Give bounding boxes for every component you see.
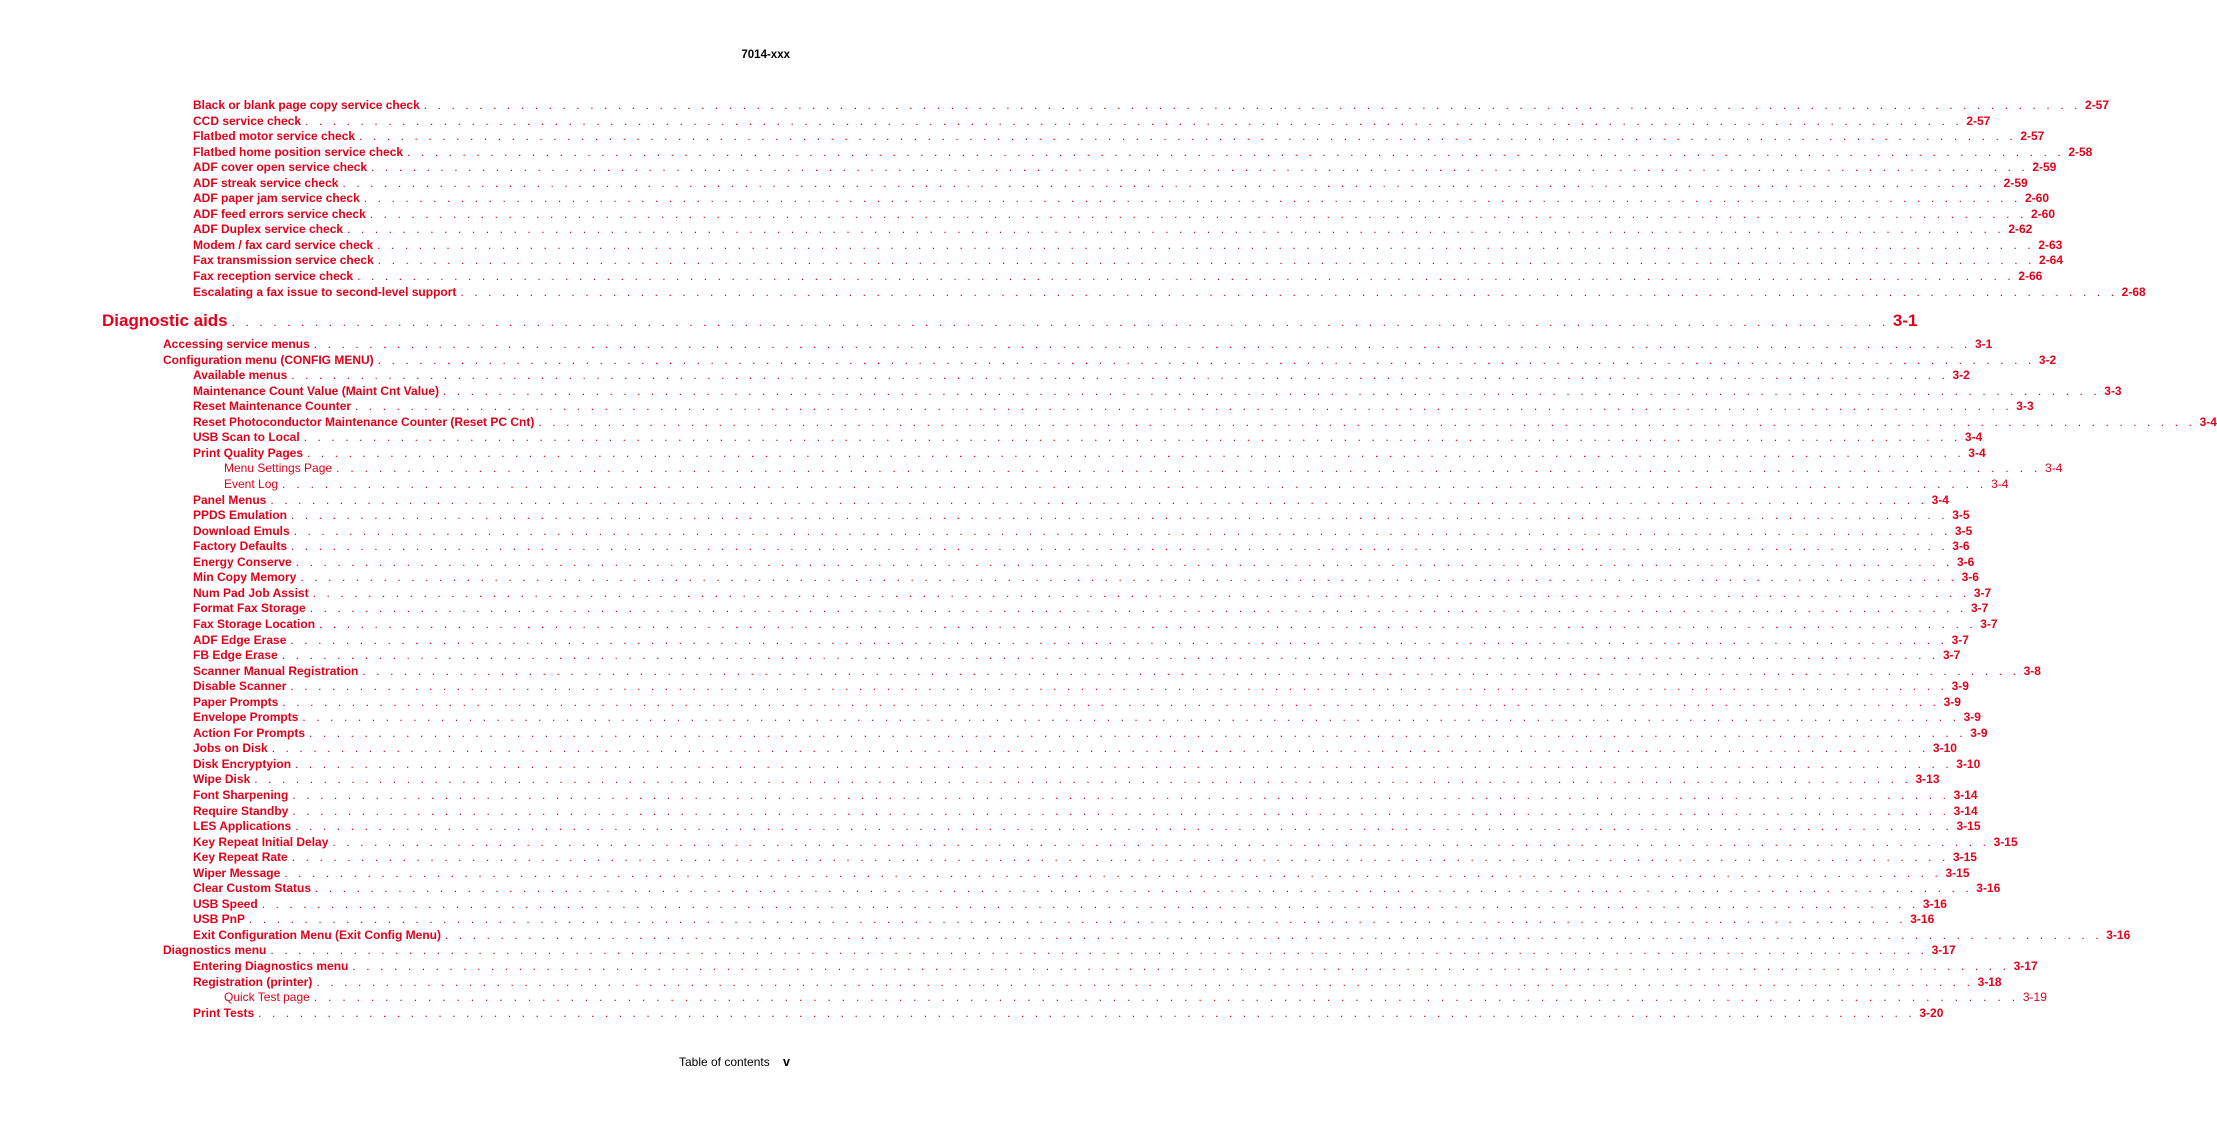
toc-entry-title: Clear Custom Status <box>193 881 312 896</box>
dot-leader: . . . . . . . . . . . . . . . . . . . . . . . . . . . . . . . . . . . . . . . . . . . . . . . . . . . . . . . . . . . . . . . . . . . . . . . . . . . . . . . . . . . . . . . . . . . . . . . . . . . . . . . . . . . . . . . . . . . . . . . . <box>355 399 2013 414</box>
toc-entry-title: USB Speed <box>193 896 258 911</box>
footer-page-number: v <box>783 1055 790 1069</box>
toc-entry[interactable] <box>0 222 2033 238</box>
toc-entry-title: Event Log <box>224 477 279 492</box>
dot-leader: . . . . . . . . . . . . . . . . . . . . . . . . . . . . . . . . . . . . . . . . . . . . . . . . . . . . . . . . . . . . . . . . . . . . . . . . . . . . . . . . . . . . . . . . . . . . . . . . . . . . . . . . . . . . . . . . . . . . . . . . <box>307 445 1965 460</box>
toc-entry[interactable] <box>0 461 2063 477</box>
toc-entry-page: 3-6 <box>1961 570 1979 585</box>
toc-entry-page: 3-16 <box>1922 896 1947 911</box>
toc-entry-page: 2-62 <box>2008 222 2033 237</box>
dot-leader: . . . . . . . . . . . . . . . . . . . . . . . . . . . . . . . . . . . . . . . . . . . . . . . . . . . . . . . . . . . . . . . . . . . . . . . . . . . . . . . . . . . . . . . . . . . . . . . . . . . . . . . . . . . . . . . . . . . . . . . . <box>293 523 1951 538</box>
toc-entry-title: Reset Maintenance Counter <box>193 399 352 414</box>
toc-entry[interactable] <box>0 850 1977 866</box>
toc-entry-page: 3-15 <box>1993 834 2018 849</box>
dot-leader: . . . . . . . . . . . . . . . . . . . . . . . . . . . . . . . . . . . . . . . . . . . . . . . . . . . . . . . . . . . . . . . . . . . . . . . . . . . . . . . . . . . . . . . . . . . . . . . . . . . . . . . . . . . . . . . . . . . . . . . . <box>295 819 1953 834</box>
toc-entry[interactable] <box>0 1005 1944 1022</box>
toc-entry-title: Download Emuls <box>193 523 290 538</box>
dot-leader: . . . . . . . . . . . . . . . . . . . . . . . . . . . . . . . . . . . . . . . . . . . . . . . . . . . . . . . . . . . . . . . . . . . . . . . . . . . . . . . . . . . . . . . . . . . . . . . . . . . . . . . . . . . . . . . . . . . . . . . . <box>281 648 1939 663</box>
toc-entry-page: 2-66 <box>2018 269 2043 284</box>
toc-entry-title: Escalating a fax issue to second-level support <box>193 284 457 299</box>
dot-leader: . . . . . . . . . . . . . . . . . . . . . . . . . . . . . . . . . . . . . . . . . . . . . . . . . . . . . . . . . . . . . . . . . . . . . . . . . . . . . . . . . . . . . . . . . . . . . . . . . . . . . . . . . . . . . . . . . . . . . . . . <box>282 694 1940 709</box>
toc-entry-title: CCD service check <box>193 113 302 128</box>
dot-leader: . . . . . . . . . . . . . . . . . . . . . . . . . . . . . . . . . . . . . . . . . . . . . . . . . . . . . . . . . . . . . . . . . . . . . . . . . . . . . . . . . . . . . . . . . . . . . . . . . . . . . . . . . . . . . . . . . . . . . . . . <box>444 927 2103 942</box>
dot-leader: . . . . . . . . . . . . . . . . . . . . . . . . . . . . . . . . . . . . . . . . . . . . . . . . . . . . . . . . . . . . . . . . . . . . . . . . . . . . . . . . . . . . . . . . . . . . . . . . . . . . . . . . . . . . . . . . . . . . . . . . <box>290 679 1948 694</box>
toc-entry-title: Fax reception service check <box>193 269 354 284</box>
toc-entry[interactable] <box>0 570 1979 586</box>
toc-entry-title: ADF feed errors service check <box>193 206 366 221</box>
dot-leader: . . . . . . . . . . . . . . . . . . . . . . . . . . . . . . . . . . . . . . . . . . . . . . . . . . . . . . . . . . . . . . . . . . . . . . . . . . . . . . . . . . . . . . . . . . . . . . . . . . . . . . . . . . . . . . . . . . . . . . . . <box>312 585 1970 600</box>
dot-leader: . . . . . . . . . . . . . . . . . . . . . . . . . . . . . . . . . . . . . . . . . . . . . . . . . . . . . . . . . . . . . . . . . . . . . . . . . . . . . . . . . . . . . . . . . . . . . . . . . . . . . . . . . . . . . . . . . . . . . . . . <box>377 237 2035 252</box>
toc-entry[interactable] <box>0 663 2041 680</box>
toc-entry-page: 2-57 <box>2020 129 2045 144</box>
toc-entry-page: 3-5 <box>1952 508 1970 523</box>
dot-leader: . . . . . . . . . . . . . . . . . . . . . . . . . . . . . . . . . . . . . . . . . . . . . . . . . . . . . . . . . . . . . . . . . . . . . . . . . . . . . . . . . . . . . . . . . . . . . . . . . . . . . . . . . . . . . . . . . . . . . . . . <box>270 492 1928 507</box>
toc-entry-page: 3-2 <box>2038 352 2057 367</box>
toc-entry[interactable] <box>0 383 2122 400</box>
toc-entry[interactable] <box>0 974 2002 991</box>
page-footer <box>560 1055 790 1069</box>
toc-entry[interactable] <box>0 98 2110 114</box>
toc-entry-page: 3-3 <box>2016 399 2034 414</box>
toc-entry[interactable] <box>0 865 1970 882</box>
toc-entry-page: 3-19 <box>2022 990 2047 1005</box>
toc-entry[interactable] <box>0 958 2038 975</box>
dot-leader: . . . . . . . . . . . . . . . . . . . . . . . . . . . . . . . . . . . . . . . . . . . . . . . . . . . . . . . . . . . . . . . . . . . . . . . . . . . . . . . . . . . . . . . . . . . . . . . . . . . . . . . . . . . . . . . . . . . . . . . . <box>282 477 1988 492</box>
dot-leader: . . . . . . . . . . . . . . . . . . . . . . . . . . . . . . . . . . . . . . . . . . . . . . . . . . . . . . . . . . . . . . . . . . . . . . . . . . . . . . . . . . . . . . . . . . . . . . . . . . . . . . . . . . . . . . . . . . . . . . . . <box>342 175 2000 190</box>
toc-entry-title: Key Repeat Initial Delay <box>193 834 329 849</box>
dot-leader: . . . . . . . . . . . . . . . . . . . . . . . . . . . . . . . . . . . . . . . . . . . . . . . . . . . . . . . . . . . . . . . . . . . . . . . . . . . . . . . . . . . . . . . . . . . . . . . . . . . . . . . . . . . . . . . . . . . . . . . . <box>292 787 1950 802</box>
dot-leader: . . . . . . . . . . . . . . . . . . . . . . . . . . . . . . . . . . . . . . . . . . . . . . . . . . . . . . . . . . . . . . . . . . . . . . . . . . . . . . . . . . . . . . . . . . . . . . . . . . . . . . . . . . . . . . . . . . . . . . . . <box>261 896 1919 911</box>
toc-entry-title: Num Pad Job Assist <box>193 585 309 600</box>
toc-entry-page: 3-16 <box>1976 881 2001 896</box>
toc-entry[interactable] <box>0 253 2064 269</box>
dot-leader: . . . . . . . . . . . . . . . . . . . . . . . . . . . . . . . . . . . . . . . . . . . . . . . . . . . . . . . . . . . . . . . . . . . . . . . . . . . . . . . . . . . . . . . . . . . . . . . . . . . . . . . . . . . . . . . . . . . . . . . . <box>357 269 2015 284</box>
toc-entry-page: 2-57 <box>2085 98 2110 112</box>
toc-entry-page: 2-59 <box>2003 175 2028 190</box>
toc-entry[interactable] <box>0 990 2047 1006</box>
toc-entry-page: 2-63 <box>2038 237 2063 252</box>
dot-leader: . . . . . . . . . . . . . . . . . . . . . . . . . . . . . . . . . . . . . . . . . . . . . . . . . . . . . . . . . . . . . . . . . . . . . . . . . . . . . . . . . . . . . . . . . . . . . . . . . . . . . . . . . . . . . . . . . . . . . . . . <box>352 958 2010 973</box>
toc-entry-title: Scanner Manual Registration <box>193 663 359 678</box>
toc-entry[interactable] <box>0 113 1991 130</box>
toc-entry-page: 2-68 <box>2121 284 2146 299</box>
toc-entry-title: Configuration menu (CONFIG MENU) <box>163 352 374 367</box>
toc-entry-page: 3-9 <box>1963 710 1981 725</box>
dot-leader: . . . . . . . . . . . . . . . . . . . . . . . . . . . . . . . . . . . . . . . . . . . . . . . . . . . . . . . . . . . . . . . . . . . . . . . . . . . . . . . . . . . . . . . . . . . . . . . . . . . . . . . . . . . . . . . . . . . . . . . . <box>295 756 1953 771</box>
toc-entry-page: 2-58 <box>2068 144 2093 159</box>
toc-entry[interactable] <box>0 710 1981 726</box>
toc-entry-title: Flatbed home position service check <box>193 144 404 159</box>
toc-entry-page: 3-7 <box>1980 616 1998 631</box>
dot-leader: . . . . . . . . . . . . . . . . . . . . . . . . . . . . . . . . . . . . . . . . . . . . . . . . . . . . . . . . . . . . . . . . . . . . . . . . . . . . . . . . . . . . . . . . . . . . . . . . . . . . . . . . . . . . . . . . . . . . . . . . <box>332 834 1990 849</box>
toc-entry-title: Key Repeat Rate <box>193 850 288 865</box>
toc-entry-page: 3-7 <box>1951 632 1969 647</box>
toc-entry-title: Font Sharpening <box>193 787 289 802</box>
toc-entry[interactable] <box>0 399 2034 415</box>
toc-entry[interactable] <box>0 819 1981 835</box>
toc-entry-title: Panel Menus <box>193 492 267 507</box>
table-of-contents <box>0 98 2217 1021</box>
dot-leader: . . . . . . . . . . . . . . . . . . . . . . . . . . . . . . . . . . . . . . . . . . . . . . . . . . . . . . . . . . . . . . . . . . . . . . . . . . . . . . . . . . . . . . . . . . . . . . . . . . . . . . . . . . . . . . . . . . . . . . . . <box>369 206 2027 221</box>
toc-entry-title: Available menus <box>193 368 288 383</box>
dot-leader: . . . . . . . . . . . . . . . . . . . . . . . . . . . . . . . . . . . . . . . . . . . . . . . . . . . . . . . . . . . . . . . . . . . . . . . . . . . . . . . . . . . . . . . . . . . . . . . . . . . . . . . . . . . . . . . . . . . . . . . . <box>270 943 1928 958</box>
dot-leader: . . . . . . . . . . . . . . . . . . . . . . . . . . . . . . . . . . . . . . . . . . . . . . . . . . . . . . . . . . . . . . . . . . . . . . . . . . . . . . . . . . . . . . . . . . . . . . . . . . . . . . . . . . . . . . . . . . . . . . . . <box>292 803 1950 818</box>
dot-leader: . . . . . . . . . . . . . . . . . . . . . . . . . . . . . . . . . . . . . . . . . . . . . . . . . . . . . . . . . . . . . . . . . . . . . . . . . . . . . . . . . . . . . . . . . . . . . . . . . . . . . . . . . . . . . . . . . . . . . . . . <box>290 632 1948 647</box>
dot-leader: . . . . . . . . . . . . . . . . . . . . . . . . . . . . . . . . . . . . . . . . . . . . . . . . . . . . . . . . . . . . . . . . . . . . . . . . . . . . . . . . . . . . . . . . . . . . . . . . . . . . . . . . . . . . . . . . . . . . . . . . <box>377 352 2035 367</box>
dot-leader: . . . . . . . . . . . . . . . . . . . . . . . . . . . . . . . . . . . . . . . . . . . . . . . . . . . . . . . . . . . . . . . . . . . . . . . . . . . . . . . . . . . . . . . . . . . . . . . . . . . . . . . . . . . . . . . . . . . . . . . . <box>319 616 1977 631</box>
toc-entry-page: 3-6 <box>1952 539 1970 554</box>
toc-entry-title: Quick Test page <box>224 990 310 1005</box>
toc-entry-page: 3-4 <box>1964 430 1983 445</box>
toc-entry-title: Fax Storage Location <box>193 616 316 631</box>
dot-leader: . . . . . . . . . . . . . . . . . . . . . . . . . . . . . . . . . . . . . . . . . . . . . . . . . . . . . . . . . . . . . . . . . . . . . . . . . . . . . . . . . . . . . . . . . . . . . . . . . . . . . . . . . . . . . . . . . . . . . . . . <box>305 113 1963 128</box>
dot-leader: . . . . . . . . . . . . . . . . . . . . . . . . . . . . . . . . . . . . . . . . . . . . . . . . . . . . . . . . . . . . . . . . . . . . . . . . . . . . . . . . . . . . . . . . . . . . . . . . . . . . . . . . . . . . . . . . . . . . . . . . <box>309 725 1967 740</box>
toc-entry-page: 3-14 <box>1953 787 1978 802</box>
toc-entry-title: Entering Diagnostics menu <box>193 958 349 973</box>
toc-entry[interactable] <box>0 160 2057 176</box>
toc-entry-page: 3-15 <box>1952 850 1977 865</box>
dot-leader: . . . . . . . . . . . . . . . . . . . . . . . . . . . . . . . . . . . . . . . . . . . . . . . . . . . . . . . . . . . . . . . . . . . . . . . . . . . . . . . . . . . . . . . . . . . . . . . . . . . . . . . . . . . . . . . . . . . . . . . . <box>291 368 1949 383</box>
document-code: 7014-xxx <box>741 49 790 61</box>
toc-entry[interactable] <box>0 129 2045 145</box>
toc-entry[interactable] <box>0 144 2093 161</box>
dot-leader: . . . . . . . . . . . . . . . . . . . . . . . . . . . . . . . . . . . . . . . . . . . . . . . . . . . . . . . . . . . . . . . . . . . . . . . . . . . . . . . . . . . . . . . . . . . . . . . . . . . . . . . . . . . . . . . . . . . . . . . . <box>313 990 2019 1005</box>
toc-entry-title: Action For Prompts <box>193 725 306 740</box>
dot-leader: . . . . . . . . . . . . . . . . . . . . . . . . . . . . . . . . . . . . . . . . . . . . . . . . . . . . . . . . . . . . . . . . . . . . . . . . . . . . . . . . . . . . . . . . . . . . . . . . . . . . . . . . . . . . . . . . . . . . . . . . <box>423 98 2082 112</box>
dot-leader: . . . . . . . . . . . . . . . . . . . . . . . . . . . . . . . . . . . . . . . . . . . . . . . . . . . . . . . . . . . . . . . . . . . . . . . . . . . . . . . . . . . . . . . . . . . . . . . . . . . . . . . . . . . . . . . . . . . . . . . . <box>315 881 1973 896</box>
toc-entry[interactable] <box>0 585 1992 602</box>
toc-entry[interactable] <box>0 694 1961 711</box>
toc-entry-title: FB Edge Erase <box>193 648 278 663</box>
dot-leader: . . . . . . . . . . . . . . . . . . . . . . . . . . . . . . . . . . . . . . . . . . . . . . . . . . . . . . . . . . . . . . . . . . . . . . . . . . . . . . . . . . . . . . . . . . . . . . . . . . . . . . . . . . . . . . . . . . . . . . . . <box>303 430 1961 445</box>
dot-leader: . . . . . . . . . . . . . . . . . . . . . . . . . . . . . . . . . . . . . . . . . . . . . . . . . . . . . . . . . . . . . . . . . . . . . . . . . . . . . . . . . . . . . . . . . . . . . . . . . . . . . . . . . . . . . . . . . . . . . . . . <box>443 383 2101 398</box>
toc-entry-title: Exit Configuration Menu (Exit Config Menu) <box>193 927 441 942</box>
dot-leader: . . . . . . . . . . . . . . . . . . . . . . . . . . . . . . . . . . . . . . . . . . . . . . . . . . . . . . . . . . . . . . . . . . . . . . . . . . . . . . . . . . . . . . . . . . . . . . . . . . . . . . . . . . . . . . . . . . . . . . . . <box>300 570 1958 585</box>
toc-entry-page: 3-18 <box>1977 974 2002 989</box>
toc-entry-title: Accessing service menus <box>163 337 310 352</box>
toc-entry[interactable] <box>0 430 1983 446</box>
toc-entry[interactable] <box>0 284 2146 301</box>
toc-entry[interactable] <box>0 943 1956 959</box>
toc-entry-title: Black or blank page copy service check <box>193 98 420 112</box>
toc-entry-page: 3-9 <box>1951 679 1969 694</box>
toc-entry-page: 3-4 <box>2199 414 2217 429</box>
toc-entry-title: PPDS Emulation <box>193 508 288 523</box>
toc-entry-page: 3-15 <box>1945 865 1970 880</box>
toc-entry-page: 2-59 <box>2032 160 2057 175</box>
toc-entry-title: Factory Defaults <box>193 539 288 554</box>
toc-entry-title: Flatbed motor service check <box>193 129 356 144</box>
toc-entry[interactable] <box>0 523 1973 540</box>
toc-entry-page: 2-60 <box>2031 206 2056 221</box>
toc-entry-title: Min Copy Memory <box>193 570 297 585</box>
toc-entry-title: ADF Duplex service check <box>193 222 344 237</box>
toc-entry-page: 3-4 <box>2045 461 2063 476</box>
toc-entry[interactable] <box>0 912 1935 928</box>
toc-entry-title: Wiper Message <box>193 865 281 880</box>
toc-entry-title: ADF paper jam service check <box>193 191 360 206</box>
toc-entry-page: 3-1 <box>1892 311 1918 331</box>
toc-entry-title: Print Tests <box>193 1005 255 1020</box>
toc-entry-page: 2-64 <box>2039 253 2064 268</box>
toc-entry-page: 3-15 <box>1956 819 1981 834</box>
toc-entry-title: Reset Photoconductor Maintenance Counter (Reset PC Cnt) <box>193 414 535 429</box>
toc-entry-title: ADF Edge Erase <box>193 632 287 647</box>
dot-leader: . . . . . . . . . . . . . . . . . . . . . . . . . . . . . . . . . . . . . . . . . . . . . . . . . . . . . . . . . . . . . . . . . . . . . . . . . . . . . . . . . . . . . . . . . . . . . . . . . . . . . . . . . . . . . . . . . . . . . . . . <box>291 508 1949 523</box>
dot-leader: . . . . . . . . . . . . . . . . . . . . . . . . . . . . . . . . . . . . . . . . . . . . . . . . . . . . . . . . . . . . . . . . . . . . . . . . . . . . . . . . . . . . . . . . . . . . . . . . . . . . . . . . . . . . . . . . . . . . . . . . <box>302 710 1960 725</box>
toc-entry[interactable] <box>0 368 1970 384</box>
toc-entry[interactable] <box>0 191 2050 207</box>
toc-entry[interactable] <box>0 237 2063 254</box>
dot-leader: . . . . . . . . . . . . . . . . . . . . . . . . . . . . . . . . . . . . . . . . . . . . . . . . . . . . . . . . . . . . . . . . . . . . . . . . . . . . . . . . . . . . . . . . . . . . . . . . . . . . . . . . . . . . . . . . . . . . . . . . <box>347 222 2005 237</box>
toc-entry[interactable] <box>0 834 2018 851</box>
dot-leader: . . . . . . . . . . . . . . . . . . . . . . . . . . . . . . . . . . . . . . . . . . . . . . . . . . . . . . . . . . . . . . . . . . . . . . . . . . . . . . . . . . . . . . . . . . . . . . . . . . . . . . . . . . . . . . . . . . . . . . . . <box>538 414 2196 429</box>
toc-entry-page: 3-1 <box>1974 337 1993 352</box>
dot-leader: . . . . . . . . . . . . . . . . . . . . . . . . . . . . . . . . . . . . . . . . . . . . . . . . . . . . . . . . . . . . . . . . . . . . . . . . . . . . . . . . . . . . . . . . . . . . . . . . . . . . . . . . . . . . . . . . . . . . . . . . <box>316 974 1974 989</box>
toc-entry-title: Disable Scanner <box>193 679 287 694</box>
toc-entry-title: Paper Prompts <box>193 694 279 709</box>
dot-leader: . . . . . . . . . . . . . . . . . . . . . . . . . . . . . . . . . . . . . . . . . . . . . . . . . . . . . . . . . . . . . . . . . . . . . . . . . . . . . . . . . . . . . . . . . . . . . . . . . . . . . . . . . . . . . . . . . . . . . . . . <box>377 253 2036 268</box>
toc-entry[interactable] <box>0 508 1970 524</box>
toc-entry-title: Require Standby <box>193 803 289 818</box>
toc-entry-page: 3-13 <box>1915 772 1940 787</box>
toc-entry-page: 2-60 <box>2025 191 2050 206</box>
toc-entry-title: Wipe Disk <box>193 772 251 787</box>
toc-entry[interactable] <box>0 414 2217 431</box>
toc-entry-title: USB PnP <box>193 912 246 927</box>
toc-entry-page: 3-16 <box>1910 912 1935 927</box>
toc-entry[interactable] <box>0 352 2057 369</box>
dot-leader: . . . . . . . . . . . . . . . . . . . . . . . . . . . . . . . . . . . . . . . . . . . . . . . . . . . . . . . . . . . . . . . . . . . . . . . . . . . . . . . . . . . . . . . . . . . . . . . . . . . . . . . . . . . . . . . . . . . . . . . . <box>309 601 1967 616</box>
toc-entry-title: Diagnostics menu <box>163 943 267 958</box>
toc-entry[interactable] <box>0 175 2028 192</box>
toc-entry[interactable] <box>0 803 1978 820</box>
toc-entry[interactable] <box>0 539 1970 555</box>
dot-leader: . . . . . . . . . . . . . . . . . . . . . . . . . . . . . . . . . . . . . . . . . . . . . . . . . . . . . . . . . . . . . . . . . . . . . . . . . . . . . . . . . . . . . . . . . . . . . . . . . . . . . . . . . . . . . . . . . . . . . . . . <box>371 160 2029 175</box>
toc-entry-title: Menu Settings Page <box>224 461 333 476</box>
toc-entry[interactable] <box>0 896 1947 913</box>
toc-entry[interactable] <box>0 927 2131 944</box>
dot-leader: . . . . . . . . . . . . . . . . . . . . . . . . . . . . . . . . . . . . . . . . . . . . . . . . . . . . . . . . . . . . . . . . . . . . . . . . . . . . . . . . . . . . . . . . . . . . . . . . . . . . . . . . . . . . . . . . . . . . . . . . <box>460 284 2118 299</box>
toc-entry-page: 3-20 <box>1919 1005 1944 1020</box>
toc-entry-page: 3-5 <box>1954 523 1973 538</box>
toc-entry-page: 3-9 <box>1943 694 1961 709</box>
dot-leader: . . . . . . . . . . . . . . . . . . . . . . . . . . . . . . . . . . . . . . . . . . . . . . . . . . . . . . . . . . . . . . . . . . . . . . . . . . . . . . . . . . . . . . . . . . . . . . . . . . . . . . . . . . . . . . . . . . . . . . . . <box>359 129 2017 144</box>
toc-chapter-entry[interactable] <box>0 300 1918 335</box>
toc-entry-title: Jobs on Disk <box>193 741 268 756</box>
toc-entry-title: Envelope Prompts <box>193 710 299 725</box>
toc-entry-page: 3-14 <box>1953 803 1978 818</box>
toc-entry[interactable] <box>0 269 2043 285</box>
toc-entry-title: LES Applications <box>193 819 292 834</box>
toc-entry-page: 3-7 <box>1973 585 1992 600</box>
toc-entry[interactable] <box>0 741 1957 757</box>
toc-entry[interactable] <box>0 772 1940 788</box>
toc-entry-title: ADF cover open service check <box>193 160 368 175</box>
toc-entry[interactable] <box>0 616 1998 633</box>
toc-entry-title: Registration (printer) <box>193 974 313 989</box>
toc-entry-title: ADF streak service check <box>193 175 339 190</box>
footer-label: Table of contents <box>678 1055 770 1069</box>
toc-entry[interactable] <box>0 477 2009 493</box>
toc-entry-title: Fax transmission service check <box>193 253 374 268</box>
toc-entry[interactable] <box>0 601 1989 617</box>
toc-entry[interactable] <box>0 554 1975 571</box>
dot-leader: . . . . . . . . . . . . . . . . . . . . . . . . . . . . . . . . . . . . . . . . . . . . . . . . . . . . . . . . . . . . . . . . . . . . . . . . . . . . . . . . . . . . . . . . . . . . . . . . . . . . . . . . . . . . . . . . . . . . . . . . <box>407 144 2065 159</box>
toc-entry-page: 3-2 <box>1952 368 1970 383</box>
toc-entry-page: 3-10 <box>1956 756 1981 771</box>
dot-leader: . . . . . . . . . . . . . . . . . . . . . . . . . . . . . . . . . . . . . . . . . . . . . . . . . . . . . . . . . . . . . . . . . . . . . . . . . . . . . . . . . . . . . . . . . . . . . . . . . . . . . . . . . . . . . . . . . . . . . . . . <box>254 772 1912 787</box>
toc-entry[interactable] <box>0 648 1961 664</box>
toc-entry-page: 3-7 <box>1970 601 1989 616</box>
toc-entry[interactable] <box>0 787 1978 804</box>
toc-entry-page: 3-4 <box>1931 492 1949 507</box>
dot-leader: . . . . . . . . . . . . . . . . . . . . . . . . . . . . . . . . . . . . . . . . . . . . . . . . . . . . . . . . . . . . . . . . . . . . . . . . . . . . . . . . . . . . . . . . . . . . . . . . . . . . . . . . . . . . . . . . . . . . . . . . <box>271 741 1929 756</box>
dot-leader: . . . . . . . . . . . . . . . . . . . . . . . . . . . . . . . . . . . . . . . . . . . . . . . . . . . . . . . . . . . . . . . . . . . . . . . . . . . . . . . . . . . . . . . . . . . . . . . . . . . . . . . . . . . . . . . . . . . . . . . . <box>231 315 1889 330</box>
dot-leader: . . . . . . . . . . . . . . . . . . . . . . . . . . . . . . . . . . . . . . . . . . . . . . . . . . . . . . . . . . . . . . . . . . . . . . . . . . . . . . . . . . . . . . . . . . . . . . . . . . . . . . . . . . . . . . . . . . . . . . . . <box>291 850 1949 865</box>
toc-entry-title: Diagnostic aids <box>102 311 228 331</box>
toc-entry-page: 3-17 <box>1931 943 1956 958</box>
dot-leader: . . . . . . . . . . . . . . . . . . . . . . . . . . . . . . . . . . . . . . . . . . . . . . . . . . . . . . . . . . . . . . . . . . . . . . . . . . . . . . . . . . . . . . . . . . . . . . . . . . . . . . . . . . . . . . . . . . . . . . . . <box>295 554 1953 569</box>
toc-entry[interactable] <box>0 756 1981 773</box>
dot-leader: . . . . . . . . . . . . . . . . . . . . . . . . . . . . . . . . . . . . . . . . . . . . . . . . . . . . . . . . . . . . . . . . . . . . . . . . . . . . . . . . . . . . . . . . . . . . . . . . . . . . . . . . . . . . . . . . . . . . . . . . <box>362 663 2020 678</box>
dot-leader: . . . . . . . . . . . . . . . . . . . . . . . . . . . . . . . . . . . . . . . . . . . . . . . . . . . . . . . . . . . . . . . . . . . . . . . . . . . . . . . . . . . . . . . . . . . . . . . . . . . . . . . . . . . . . . . . . . . . . . . . <box>284 865 1942 880</box>
toc-entry-title: Modem / fax card service check <box>193 237 374 252</box>
toc-entry[interactable] <box>0 206 2056 223</box>
toc-entry-page: 3-17 <box>2013 958 2038 973</box>
toc-entry-title: Print Quality Pages <box>193 445 304 460</box>
toc-entry-page: 3-3 <box>2104 383 2122 398</box>
toc-entry[interactable] <box>0 725 1988 742</box>
toc-entry-page: 3-6 <box>1956 554 1975 569</box>
toc-entry-title: USB Scan to Local <box>193 430 300 445</box>
toc-entry-page: 3-16 <box>2106 927 2131 942</box>
toc-entry-page: 3-8 <box>2023 663 2041 678</box>
toc-entry-page: 2-57 <box>1966 113 1991 128</box>
dot-leader: . . . . . . . . . . . . . . . . . . . . . . . . . . . . . . . . . . . . . . . . . . . . . . . . . . . . . . . . . . . . . . . . . . . . . . . . . . . . . . . . . . . . . . . . . . . . . . . . . . . . . . . . . . . . . . . . . . . . . . . . <box>363 191 2021 206</box>
toc-entry-page: 3-9 <box>1970 725 1988 740</box>
toc-entry-title: Energy Conserve <box>193 554 292 569</box>
toc-entry-title: Maintenance Count Value (Maint Cnt Value) <box>193 383 440 398</box>
toc-entry-page: 3-7 <box>1942 648 1961 663</box>
toc-entry[interactable] <box>0 492 1949 509</box>
toc-entry-title: Disk Encryptyion <box>193 756 292 771</box>
toc-entry[interactable] <box>0 445 1986 462</box>
toc-entry-page: 3-4 <box>1968 445 1986 460</box>
toc-entry[interactable] <box>0 632 1969 649</box>
dot-leader: . . . . . . . . . . . . . . . . . . . . . . . . . . . . . . . . . . . . . . . . . . . . . . . . . . . . . . . . . . . . . . . . . . . . . . . . . . . . . . . . . . . . . . . . . . . . . . . . . . . . . . . . . . . . . . . . . . . . . . . . <box>291 539 1949 554</box>
dot-leader: . . . . . . . . . . . . . . . . . . . . . . . . . . . . . . . . . . . . . . . . . . . . . . . . . . . . . . . . . . . . . . . . . . . . . . . . . . . . . . . . . . . . . . . . . . . . . . . . . . . . . . . . . . . . . . . . . . . . . . . . <box>249 912 1907 927</box>
toc-entry[interactable] <box>0 679 1969 695</box>
dot-leader: . . . . . . . . . . . . . . . . . . . . . . . . . . . . . . . . . . . . . . . . . . . . . . . . . . . . . . . . . . . . . . . . . . . . . . . . . . . . . . . . . . . . . . . . . . . . . . . . . . . . . . . . . . . . . . . . . . . . . . . . <box>258 1005 1916 1020</box>
toc-entry-page: 3-10 <box>1932 741 1957 756</box>
toc-entry-page: 3-4 <box>1991 477 2009 492</box>
dot-leader: . . . . . . . . . . . . . . . . . . . . . . . . . . . . . . . . . . . . . . . . . . . . . . . . . . . . . . . . . . . . . . . . . . . . . . . . . . . . . . . . . . . . . . . . . . . . . . . . . . . . . . . . . . . . . . . . . . . . . . . . <box>336 461 2042 476</box>
toc-entry-title: Format Fax Storage <box>193 601 306 616</box>
toc-entry[interactable] <box>0 881 2001 897</box>
dot-leader: . . . . . . . . . . . . . . . . . . . . . . . . . . . . . . . . . . . . . . . . . . . . . . . . . . . . . . . . . . . . . . . . . . . . . . . . . . . . . . . . . . . . . . . . . . . . . . . . . . . . . . . . . . . . . . . . . . . . . . . . <box>313 337 1971 352</box>
